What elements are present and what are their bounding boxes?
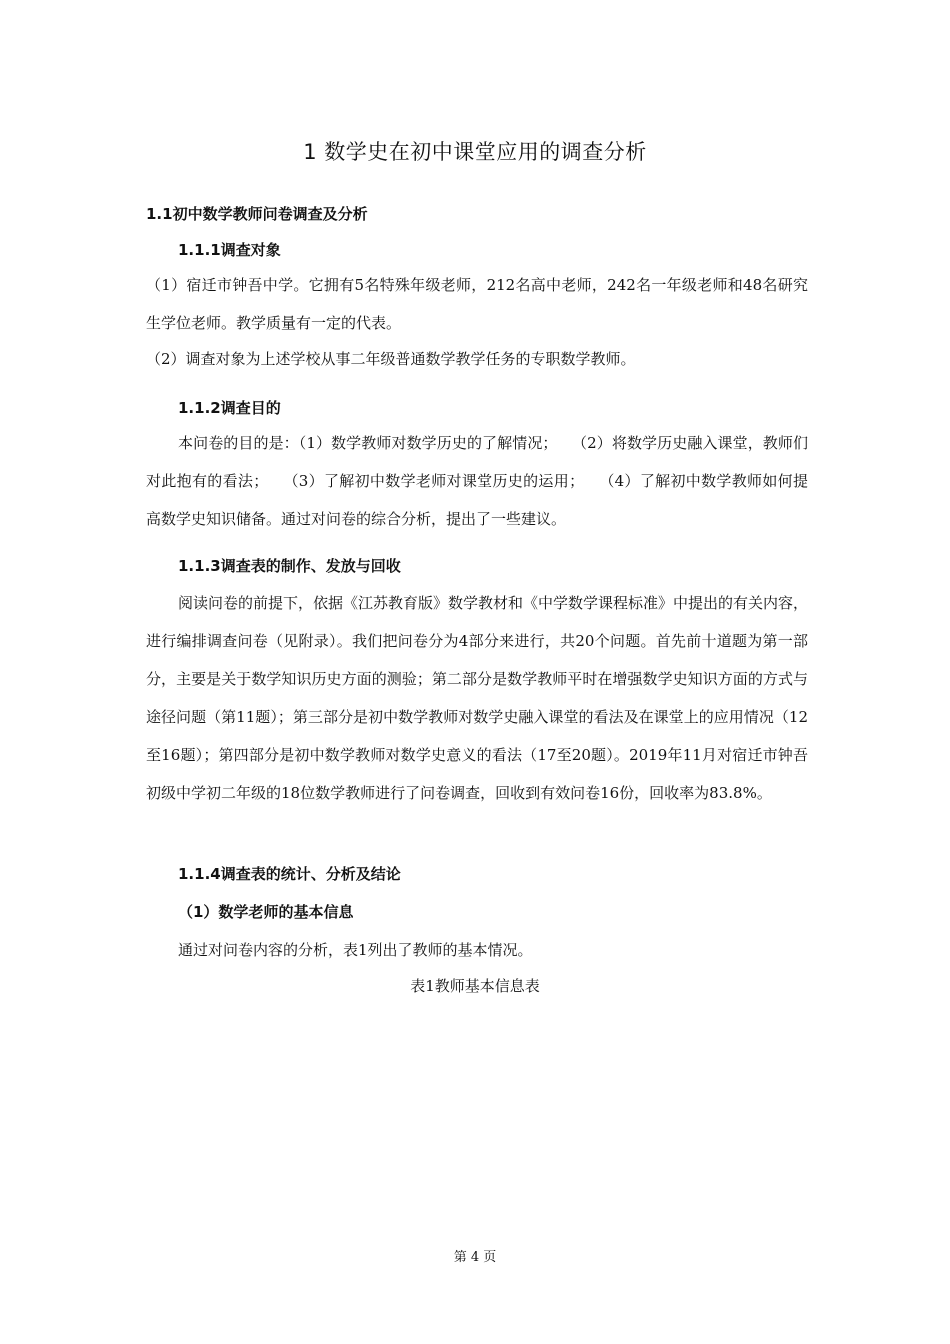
section-heading-1-1: 1.1初中数学教师问卷调查及分析 — [146, 205, 368, 223]
paragraph-survey-purpose: 本问卷的目的是：（1）数学教师对数学历史的了解情况； （2）将数学历史融入课堂，教师们对此抱有的看法； （3）了解初中数学老师对课堂历史的运用； （4）了解初中数学教师如何提高数学史知识储备。通过对问卷的综合分析，提出了一些建议。 — [146, 434, 808, 528]
chapter-title: 1 数学史在初中课堂应用的调查分析 — [303, 140, 647, 164]
paragraph-survey-subject-1: （1）宿迁市钟吾中学。它拥有5名特殊年级老师，212名高中老师，242名一年级老师和48名研究生学位老师。教学质量有一定的代表。 — [146, 276, 808, 332]
page-number: 第 4 页 — [453, 1250, 497, 1265]
section-heading-1-1-3: 1.1.3调查表的制作、发放与回收 — [178, 557, 401, 575]
subheading-teacher-info: （1）数学老师的基本信息 — [178, 903, 354, 921]
paragraph-survey-process: 阅读问卷的前提下，依据《江苏教育版》数学教材和《中学数学课程标准》中提出的有关内容，进行编排调查问卷（见附录）。我们把问卷分为4部分来进行，共20个问题。首先前十道题为第一部分，主要是关于数学知识历史方面的测验；第二部分是数学教师平时在增强数学史知识方面的方式与途径问题（第11题）；第三部分是初中数学教师对数学史融入课堂的看法及在课堂上的应用情况（12至16题）；第四部分是初中数学教师对数学史意义的看法（17至20题）。2019年11月对宿迁市钟吾初级中学初二年级的18位数学教师进行了问卷调查，回收到有效问卷16份，回收率为83.8%。 — [146, 594, 809, 802]
paragraph-survey-subject-2: （2）调查对象为上述学校从事二年级普通数学教学任务的专职数学教师。 — [146, 350, 636, 368]
section-heading-1-1-1: 1.1.1调查对象 — [178, 241, 281, 259]
table-caption: 表1教师基本信息表 — [410, 977, 540, 995]
paragraph-teacher-info: 通过对问卷内容的分析，表1列出了教师的基本情况。 — [178, 941, 533, 959]
section-heading-1-1-2: 1.1.2调查目的 — [178, 399, 281, 417]
section-heading-1-1-4: 1.1.4调查表的统计、分析及结论 — [178, 865, 401, 883]
